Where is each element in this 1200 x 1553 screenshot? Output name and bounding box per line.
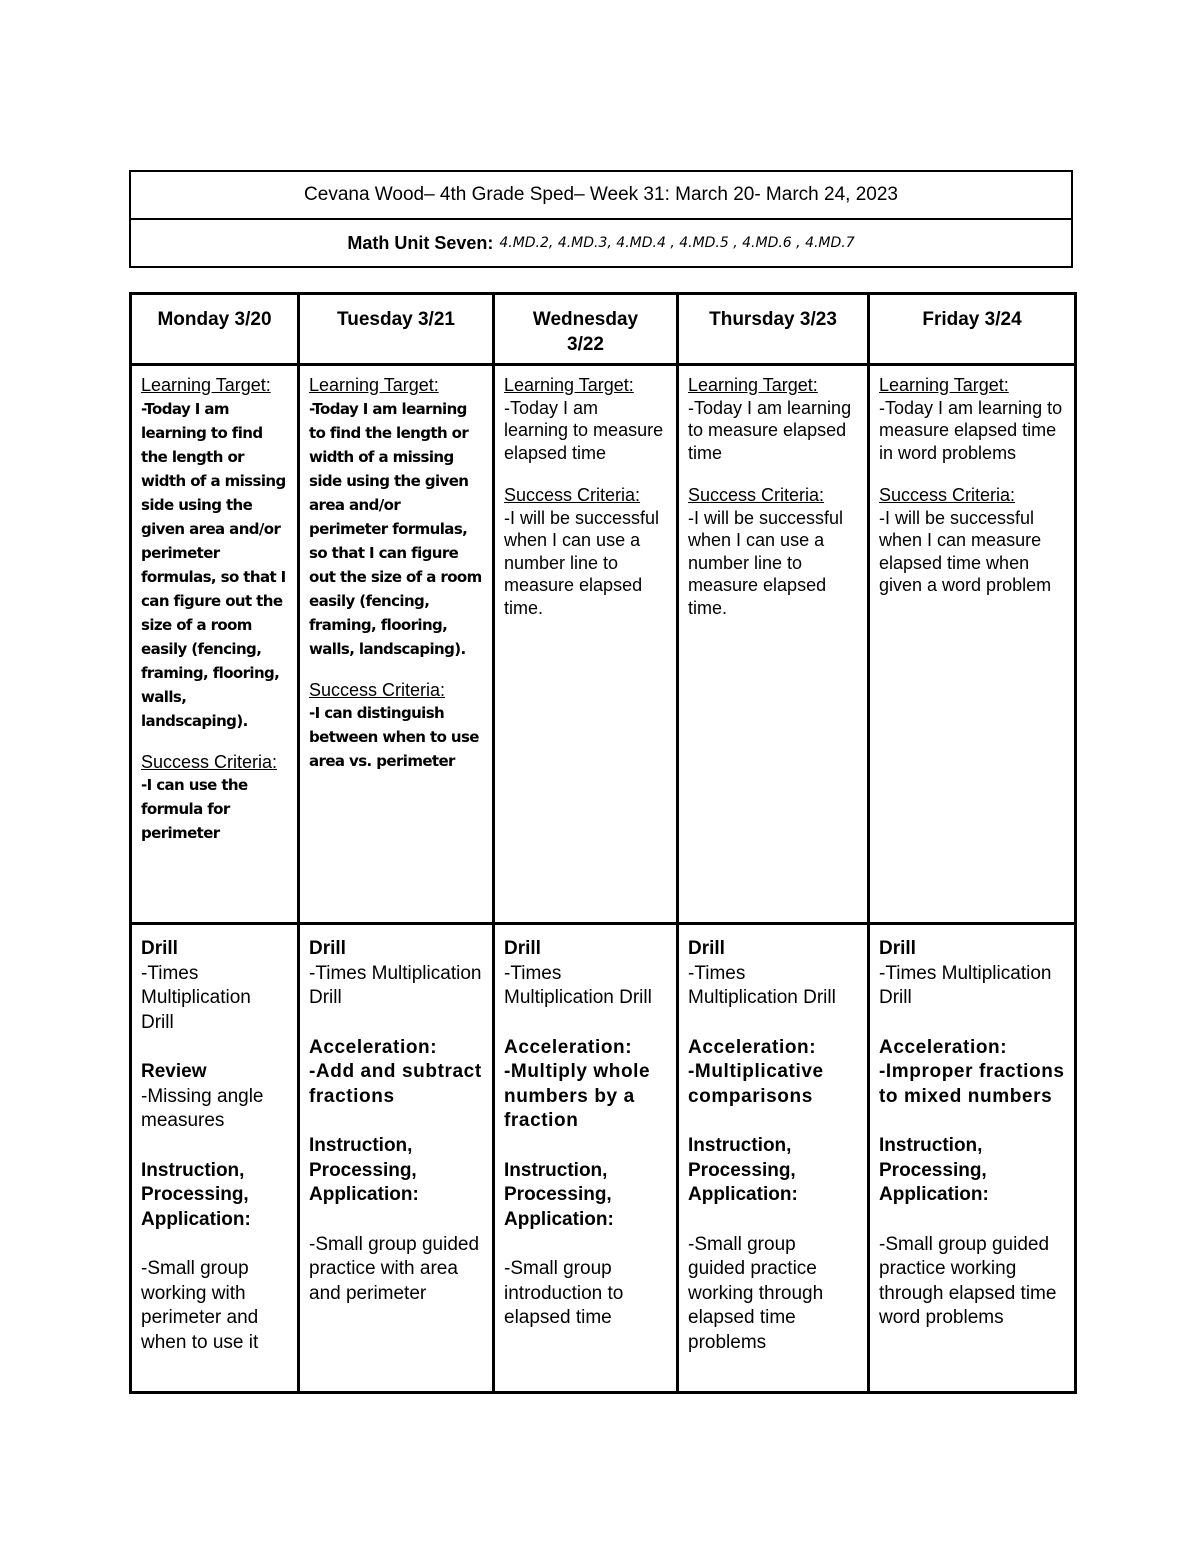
success-criteria-text: -I can use the formula for perimeter (141, 776, 248, 842)
day-header-monday: Monday 3/20 (132, 295, 300, 366)
instruction-label: Instruction, Processing, Application: (879, 1135, 989, 1205)
day-header-friday: Friday 3/24 (870, 295, 1074, 366)
activities-thursday (679, 925, 870, 1391)
targets-monday (132, 366, 300, 925)
review-text: -Missing angle measures (141, 1085, 264, 1131)
acceleration-text: -Improper fractions to mixed numbers (879, 1061, 1065, 1107)
drill-text: -Times Multiplication Drill (688, 962, 836, 1008)
success-criteria-label: Success Criteria: (504, 485, 641, 505)
learning-target-label: Learning Target: (879, 375, 1009, 395)
success-criteria-label: Success Criteria: (309, 679, 446, 700)
learning-target-label: Learning Target: (141, 375, 271, 395)
review-label: Review (141, 1061, 207, 1082)
day-header-wednesday-text: Wednesday 3/22 (532, 309, 639, 355)
drill-text: -Times Multiplication Drill (504, 962, 652, 1008)
drill-text: -Times Multiplication Drill (309, 962, 482, 1008)
targets-thursday (679, 366, 870, 925)
activities-tuesday (300, 925, 495, 1391)
header-title-row (131, 172, 1071, 218)
day-header-wednesday (495, 295, 679, 366)
learning-target-text: -Today I am learning to find the length or width of a missing side using the given area and/or perimeter formulas, so that I can figure out the size of a room easily (fencing, framing, flooring, walls, landscaping). (141, 399, 286, 730)
success-criteria-label: Success Criteria: (879, 485, 1016, 505)
unit-label: Math Unit Seven: (347, 232, 494, 253)
success-criteria-text: -I will be successful when I can use a number line to measure elapsed time. (688, 507, 844, 618)
week-table (129, 292, 1077, 1394)
learning-target-label: Learning Target: (504, 375, 634, 395)
day-header-tuesday: Tuesday 3/21 (300, 295, 495, 366)
acceleration-text: -Multiply whole numbers by a fraction (504, 1061, 651, 1131)
activities-wednesday (495, 925, 679, 1391)
acceleration-label: Acceleration: (688, 1036, 817, 1058)
success-criteria-label: Success Criteria: (688, 485, 825, 505)
success-criteria-text: -I will be successful when I can use a number line to measure elapsed time. (504, 507, 660, 618)
learning-target-text: -Today I am learning to measure elapsed time (504, 397, 664, 463)
instruction-text: -Small group working with perimeter and when to use it (141, 1258, 259, 1353)
drill-text: -Times Multiplication Drill (879, 962, 1052, 1008)
drill-label: Drill (309, 938, 346, 959)
acceleration-label: Acceleration: (879, 1036, 1008, 1058)
instruction-text: -Small group guided practice with area and perimeter (309, 1233, 480, 1304)
instruction-text: -Small group guided practice working through elapsed time word problems (879, 1233, 1057, 1328)
drill-text: -Times Multiplication Drill (141, 962, 251, 1033)
targets-tuesday (300, 366, 495, 925)
instruction-label: Instruction, Processing, Application: (141, 1159, 251, 1230)
header-table (129, 170, 1073, 268)
instruction-label: Instruction, Processing, Application: (309, 1135, 419, 1205)
targets-friday (870, 366, 1074, 925)
instruction-text: -Small group guided practice working through elapsed time problems (688, 1233, 824, 1353)
learning-target-label: Learning Target: (688, 375, 818, 395)
success-criteria-text: -I will be successful when I can measure elapsed time when given a word problem (879, 507, 1052, 595)
acceleration-text: -Multiplicative comparisons (688, 1061, 824, 1107)
instruction-label: Instruction, Processing, Application: (504, 1159, 614, 1230)
page-title: Cevana Wood– 4th Grade Sped– Week 31: March 20- March 24, 2023 (304, 184, 898, 205)
drill-label: Drill (141, 938, 178, 959)
activities-friday (870, 925, 1074, 1391)
acceleration-text: -Add and subtract fractions (309, 1061, 482, 1107)
unit-row (131, 218, 1071, 266)
instruction-label: Instruction, Processing, Application: (688, 1135, 798, 1205)
success-criteria-label: Success Criteria: (141, 751, 278, 772)
learning-target-text: -Today I am learning to find the length or width of a missing side using the given area and/or perimeter formulas, so that I can figure out the size of a room easily (fencing, framing, flooring, walls, landscaping). (309, 399, 482, 658)
instruction-text: -Small group introduction to elapsed time (504, 1258, 624, 1328)
drill-label: Drill (688, 938, 725, 959)
learning-target-text: -Today I am learning to measure elapsed time (688, 397, 852, 463)
drill-label: Drill (879, 938, 916, 959)
unit-standards: 4.MD.2, 4.MD.3, 4.MD.4 , 4.MD.5 , 4.MD.6 , 4.MD.7 (499, 235, 855, 251)
activities-monday (132, 925, 300, 1391)
drill-label: Drill (504, 938, 541, 959)
learning-target-text: -Today I am learning to measure elapsed time in word problems (879, 397, 1063, 463)
success-criteria-text: -I can distinguish between when to use area vs. perimeter (309, 704, 479, 770)
acceleration-label: Acceleration: (309, 1036, 438, 1058)
learning-target-label: Learning Target: (309, 375, 439, 395)
acceleration-label: Acceleration: (504, 1036, 633, 1058)
day-header-thursday: Thursday 3/23 (679, 295, 870, 366)
targets-wednesday (495, 366, 679, 925)
